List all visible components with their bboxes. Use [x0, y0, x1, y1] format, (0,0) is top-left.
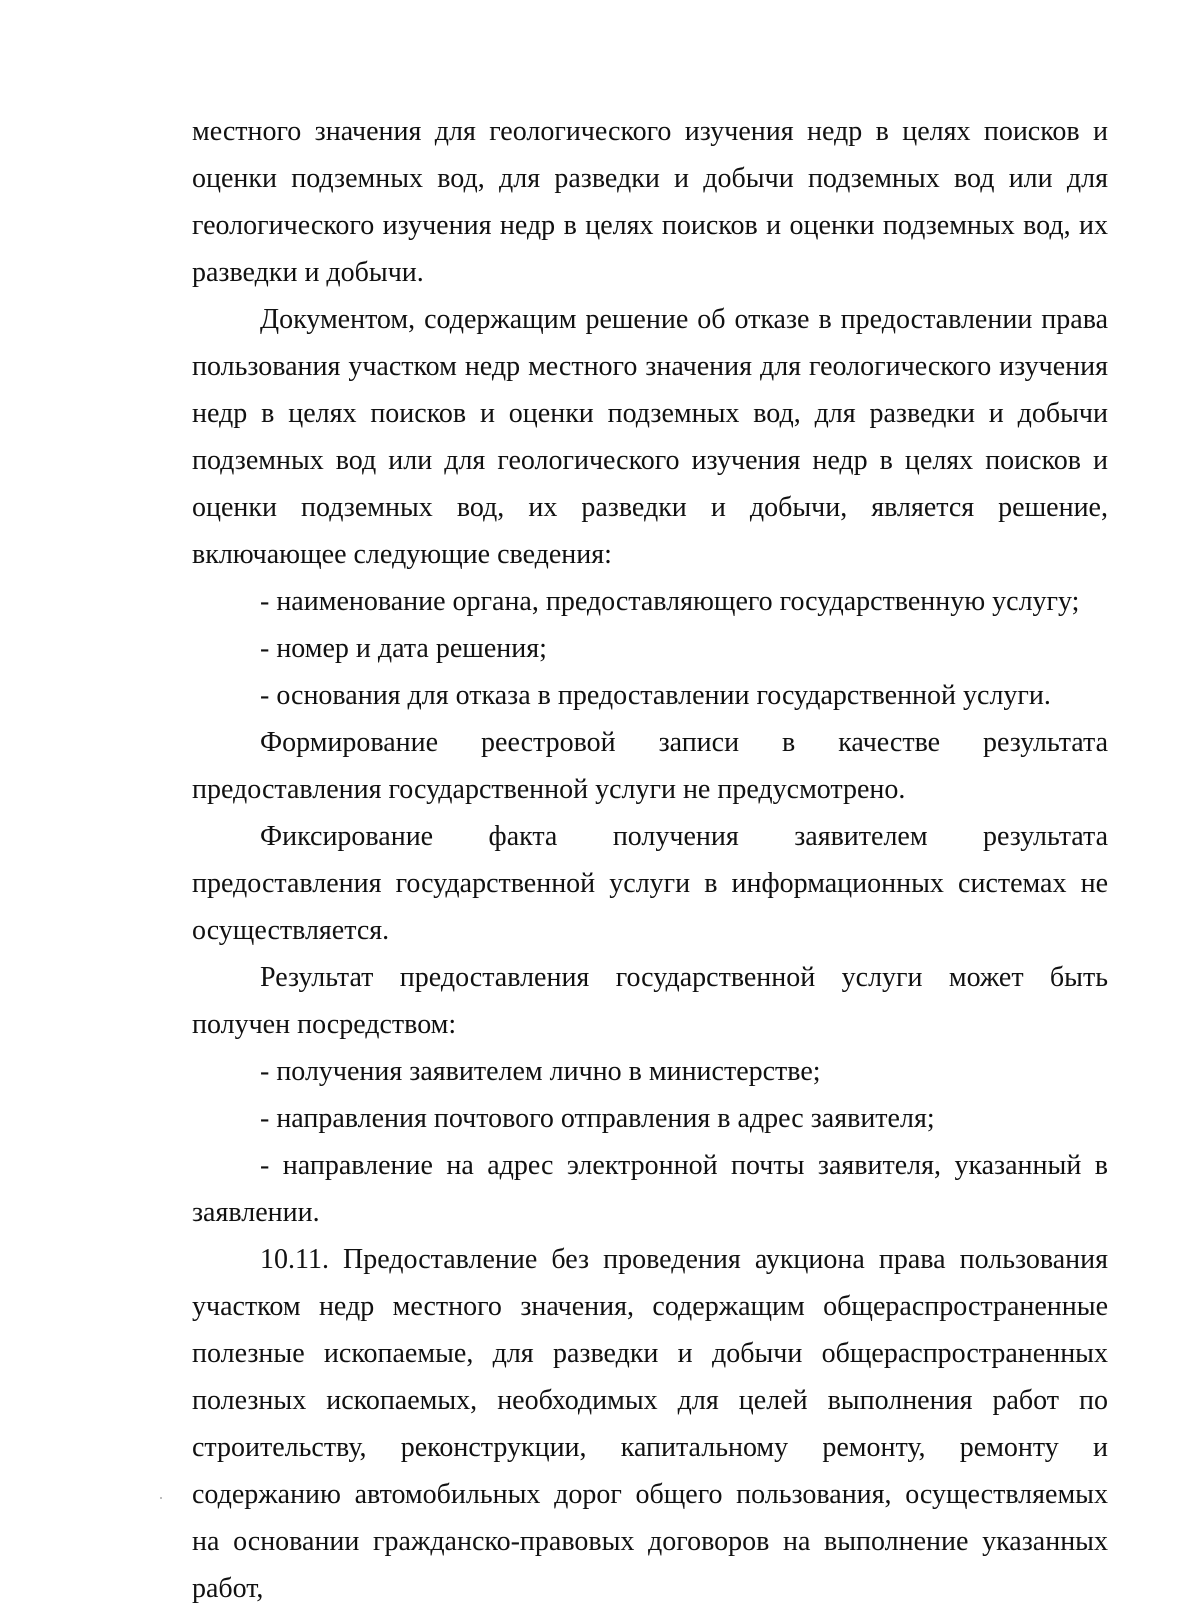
- paragraph-section-10-11: 10.11. Предоставление без проведения аукциона права пользования участком недр местного значения, содержащим общераспространенные полезные ископаемые, для разведки и добычи общераспространенных полезных ископаемых, необходимых для целей выполнения работ по строительству, реконструкции, капитальному ремонту, ремонту и содержанию автомобильных дорог общего пользования, осуществляемых на основании гражданско-правовых договоров на выполнение указанных работ,: [192, 1244, 1108, 1604]
- paragraph-refusal-document: Документом, содержащим решение об отказе в предоставлении права пользования участком недр местного значения для геологического изучения недр в целях поисков и оценки подземных вод, для разведки и добычи подземных вод или для геологического изучения недр в целях поисков и оценки подземных вод, их разведки и добычи, является решение, включающее следующие сведения:: [192, 304, 1108, 570]
- paragraph-registry-record: Формирование реестровой записи в качестве результата предоставления государственной услуги не предусмотрено.: [192, 727, 1108, 805]
- list-item-in-person: - получения заявителем лично в министерстве;: [260, 1056, 821, 1087]
- list-item-decision-number-date: - номер и дата решения;: [260, 633, 547, 664]
- scan-speck: [160, 1497, 162, 1499]
- list-item-email: - направление на адрес электронной почты заявителя, указанный в заявлении.: [192, 1150, 1108, 1228]
- document-body: [192, 108, 1108, 1612]
- list-item-postal: - направления почтового отправления в адрес заявителя;: [260, 1103, 935, 1134]
- paragraph-fixation-fact: Фиксирование факта получения заявителем результата предоставления государственной услуги в информационных системах не осуществляется.: [192, 821, 1108, 946]
- list-item-authority-name: - наименование органа, предоставляющего государственную услугу;: [260, 586, 1080, 617]
- paragraph-continuation: местного значения для геологического изучения недр в целях поисков и оценки подземных вод, для разведки и добычи подземных вод или для геологического изучения недр в целях поисков и оценки подземных вод, их разведки и добычи.: [192, 116, 1108, 288]
- list-item-refusal-grounds: - основания для отказа в предоставлении государственной услуги.: [260, 680, 1051, 711]
- paragraph-result-delivery: Результат предоставления государственной услуги может быть получен посредством:: [192, 962, 1108, 1040]
